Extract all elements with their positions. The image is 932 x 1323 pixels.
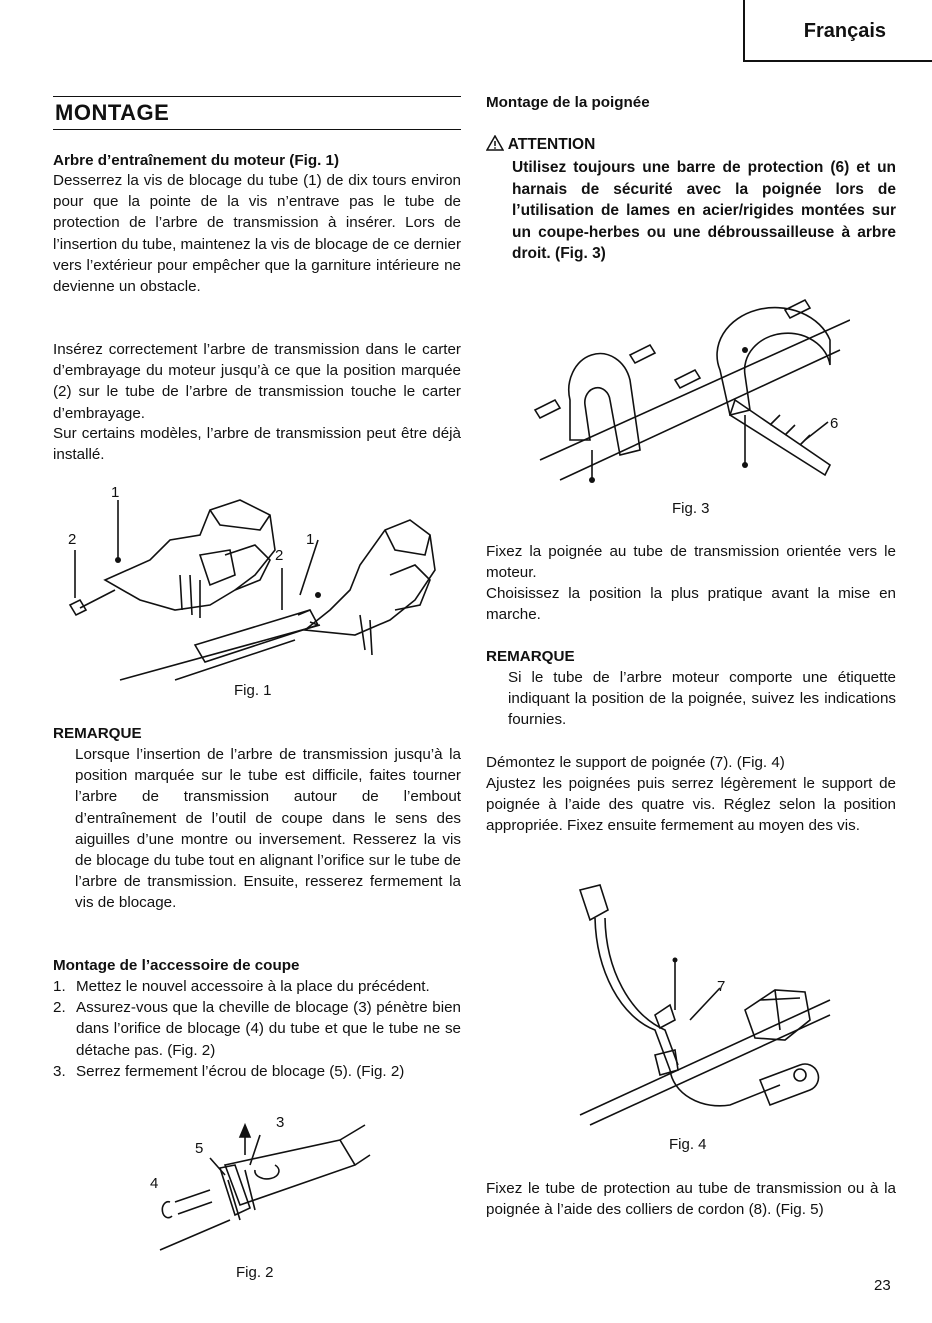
language-tab (743, 0, 932, 62)
fig2-caption: Fig. 2 (236, 1264, 274, 1281)
step-1: 1. Mettez le nouvel accessoire à la place du précédent. (53, 978, 430, 995)
fig3-caption: Fig. 3 (672, 500, 710, 517)
paragraph-drive-shaft-2: Insérez correctement l’arbre de transmission dans le carter d’embrayage du moteur jusqu’à ce que la position marquée (2) sur le tube de l’arbre de transmission touche le carter d’embrayage. (53, 341, 461, 422)
paragraph-handle-1: Fixez la poignée au tube de transmission orientée vers le moteur. (486, 543, 896, 582)
steps-list (53, 976, 461, 1082)
remarque-title-right: REMARQUE (486, 648, 575, 665)
figure-4-illustration (560, 880, 840, 1130)
heading-drive-shaft: Arbre d’entraînement du moteur (Fig. 1) (53, 152, 340, 169)
remarque-text-right: Si le tube de l’arbre moteur comporte une étiquette indiquant la position de la poignée, suivez les indications fournies. (508, 669, 896, 729)
fig2-label-4: 4 (150, 1175, 159, 1192)
attention-text: Utilisez toujours une barre de protection (6) et un harnais de sécurité avec la poignée lors de l’utilisation de lames en acier/rigides montées sur un coupe-herbes ou une débroussailleuse à arbre droit. (Fig. 3) (512, 159, 896, 263)
fig2-label-5: 5 (195, 1140, 204, 1157)
fig3-label-6: 6 (830, 415, 839, 432)
fig4-caption: Fig. 4 (669, 1136, 707, 1153)
attention-heading (486, 135, 595, 154)
paragraph-handle-4: Ajustez les poignées puis serrez légèrement le support de poignée à l’aide des quatre vis. Réglez selon la position appropriée. Fixez ensuite fermement au moyen des vis. (486, 775, 896, 835)
paragraph-handle-5: Fixez le tube de protection au tube de transmission ou à la poignée à l’aide des colliers de cordon (8). (Fig. 5) (486, 1180, 896, 1219)
heading-handle-assembly: Montage de la poignée (486, 94, 650, 111)
heading-cutting-attachment: Montage de l’accessoire de coupe (53, 957, 300, 974)
remarque-text-left: Lorsque l’insertion de l’arbre de transmission jusqu’à la position marquée sur le tube est difficile, faites tourner l’arbre de transmission autour de l’embout d’entraînement de l’outil de coupe dans le sens des aiguilles d’une montre ou inversement. Resserez la vis de blocage du tube tout en alignant l’orifice sur le tube de l’arbre de transmission. Ensuite, resserez fermement la vis de blocage. (75, 746, 461, 912)
fig1-label-2b: 2 (275, 547, 284, 564)
section-title-bar (53, 96, 461, 130)
figure-1-illustration (60, 480, 460, 685)
paragraph-drive-shaft-1: Desserrez la vis de blocage du tube (1) de dix tours environ pour que la pointe de la vis n’entrave pas le tube de protection de l’arbre de transmission à insérer. Lors de l’insertion du tube, maintenez la vis de blocage de ce dernier vers l’extérieur pour empêcher que la garniture intérieure ne devienne un obstacle. (53, 172, 461, 296)
remarque-title-left: REMARQUE (53, 725, 142, 742)
fig1-label-2a: 2 (68, 531, 77, 548)
fig2-label-3: 3 (276, 1114, 285, 1131)
fig4-label-7: 7 (717, 978, 726, 995)
figure-3-illustration (530, 290, 850, 490)
step-3: 3. Serrez fermement l’écrou de blocage (5). (Fig. 2) (53, 1062, 405, 1080)
page-number: 23 (874, 1277, 891, 1294)
warning-triangle-icon (486, 135, 504, 151)
paragraph-handle-3: Démontez le support de poignée (7). (Fig. 4) (486, 754, 785, 771)
paragraph-drive-shaft-3: Sur certains modèles, l’arbre de transmission peut être déjà installé. (53, 425, 461, 464)
fig1-caption: Fig. 1 (234, 682, 272, 699)
step-2: 2. Assurez-vous que la cheville de blocage (3) pénètre bien dans l’orifice de blocage (4) du tube et que le tube ne se détache pas. (Fig. 2) (53, 999, 461, 1059)
section-title: MONTAGE (55, 100, 170, 125)
fig1-label-1a: 1 (111, 484, 120, 501)
paragraph-handle-2: Choisissez la position la plus pratique avant la mise en marche. (486, 585, 896, 624)
attention-title: ATTENTION (507, 136, 596, 153)
fig1-label-1b: 1 (306, 531, 315, 548)
language-label: Français (803, 20, 886, 42)
figure-2-illustration (140, 1110, 380, 1260)
